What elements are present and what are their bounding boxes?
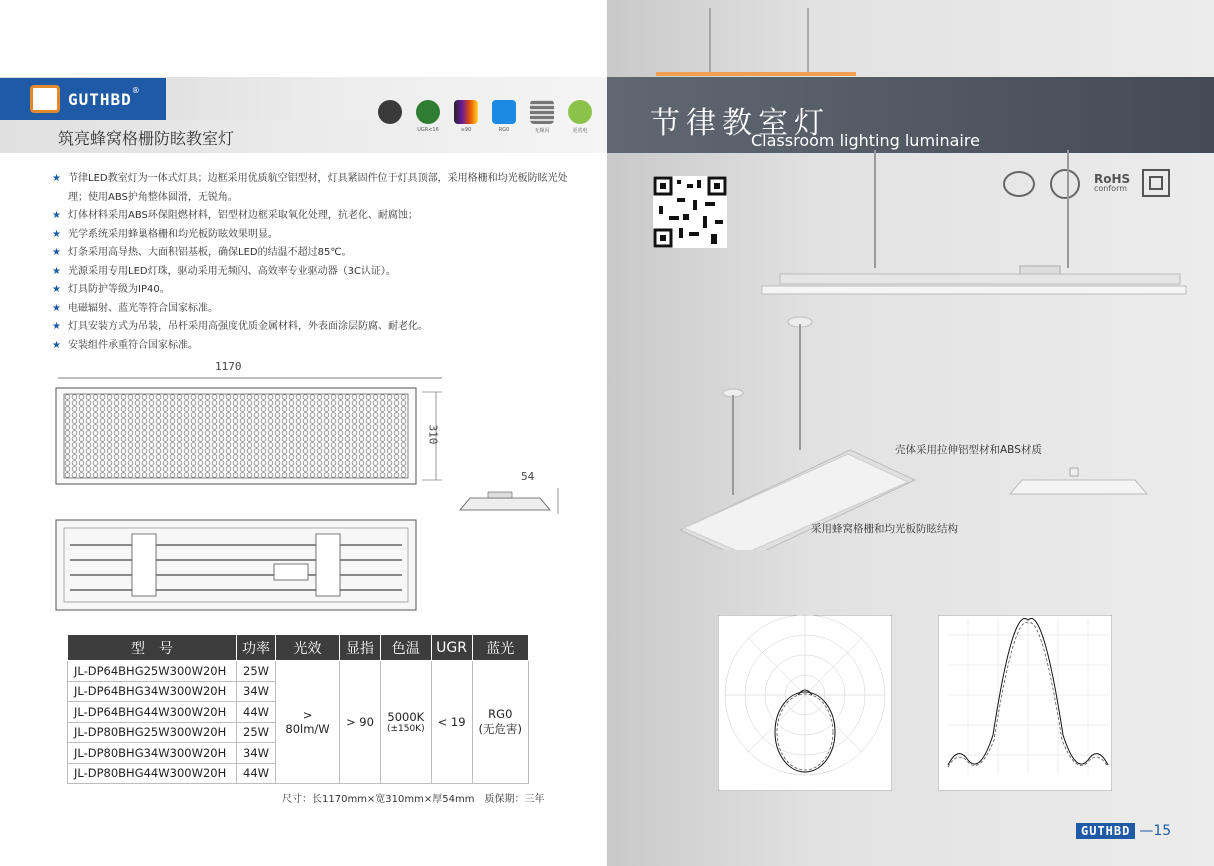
col-blue: 蓝光 [472,635,528,661]
col-cri: 显指 [340,635,381,661]
table-row: JL-DP64BHG44W300W20H 44W [68,702,529,723]
star-icon: ★ [52,284,61,295]
technical-drawing [50,370,570,620]
cri-cell: > 90 [340,661,381,784]
list-item: ★ 光源采用专用LED灯珠，驱动采用无频闪、高效率专业驱动器（3C认证）。 [52,263,582,282]
page-number [1076,823,1171,839]
page-title-en: Classroom lighting luminaire [751,131,980,150]
dim-width: 310 [426,424,440,445]
feature-list [52,170,582,355]
logo-mark-icon [30,85,60,113]
cert-2: ≥90 [451,100,481,134]
star-icon: ★ [52,302,61,314]
brand-logo [0,78,166,120]
rohs-mark: RoHS conform [1094,172,1131,193]
caption-housing: 壳体采用拉伸铝型材和ABS材质 [895,444,1042,456]
list-item: ★ 灯具防护等级为IP40。 [52,281,582,300]
eco-bulb-icon [568,100,592,124]
spec-table [67,634,529,784]
lamp-illustrations [650,150,1210,550]
efficacy-cell: > 80lm/W [276,661,340,784]
star-icon: ★ [52,210,61,221]
col-ugr: UGR [431,635,472,661]
star-icon: ★ [52,228,61,240]
table-row: JL-DP64BHG25W300W20H 25W > 80lm/W > 90 5000K (±150K) < 19 RG0 (无危害) [68,661,529,682]
star-icon: ★ [52,173,61,184]
col-model: 型 号 [68,635,237,661]
cert-5: 更省电 [565,100,595,134]
list-item: ★ 节律LED教室灯为一体式灯具；边框采用优质航空铝型材，灯具紧固件位于灯具顶部，采用格栅和均光板防眩光处理；使用ABS护角整体圆滑，无锐角。 [52,170,582,207]
footer-brand: GUTHBD [1076,823,1135,839]
col-efficacy: 光效 [276,635,340,661]
cert-1: UGR<16 [413,100,443,134]
spectrum-icon [454,100,478,124]
no-flicker-icon [530,100,554,124]
eye-icon [492,100,516,124]
registered-mark: ® [131,86,140,95]
list-item: ★ 电磁辐射、蓝光等符合国家标准。 [52,300,582,319]
star-icon: ★ [52,339,61,351]
dim-height: 54 [521,470,535,483]
star-icon: ★ [52,247,61,258]
list-item: ★ 灯具安装方式为吊装，吊杆采用高强度优质金属材料，外表面涂层防腐、耐老化。 [52,318,582,337]
brand-name: GUTHBD [68,89,132,109]
table-row: JL-DP80BHG34W300W20H 34W [68,743,529,764]
ugr-cell: < 19 [431,661,472,784]
cert-3: RG0 [489,100,519,134]
cert-icons [375,100,595,134]
cert-0 [375,100,405,134]
cert-4: 无频闪 [527,100,557,134]
col-power: 功率 [237,635,276,661]
size-note: 尺寸：长1170mm×宽310mm×厚54mm 质保期：三年 [282,794,545,805]
page-title: 节律教室灯 [650,106,830,141]
caption-grille: 采用蜂窝格栅和均光板防眩结构 [811,523,958,535]
table-row: JL-DP80BHG44W300W20H 44W [68,763,529,784]
blue-cell: RG0 (无危害) [472,661,528,784]
list-item: ★ 安装组件承重符合国家标准。 [52,337,582,356]
ugr-icon [416,100,440,124]
table-row: JL-DP80BHG25W300W20H 25W [68,722,529,743]
product-subtitle: 筑亮蜂窝格栅防眩教室灯 [58,129,235,148]
suspended-lamp-top [650,0,880,80]
star-icon: ★ [52,265,61,277]
table-row: JL-DP64BHG34W300W20H 34W [68,681,529,702]
list-item: ★ 灯条采用高导热、大面积铝基板，确保LED的结温不超过85℃。 [52,244,582,263]
col-cct: 色温 [380,635,431,661]
cct-cell: 5000K (±150K) [380,661,431,784]
gs1-badge-icon [378,100,402,124]
list-item: ★ 光学系统采用蜂巢格栅和均光板防眩效果明显。 [52,226,582,245]
intensity-curve-chart [938,615,1112,791]
dim-length: 1170 [215,360,242,373]
page-number-text: —15 [1139,823,1172,839]
polar-distribution-chart [718,615,892,791]
list-item: ★ 灯体材料采用ABS环保阻燃材料，铝型材边框采取氧化处理，抗老化、耐腐蚀； [52,207,582,226]
star-icon: ★ [52,321,61,332]
